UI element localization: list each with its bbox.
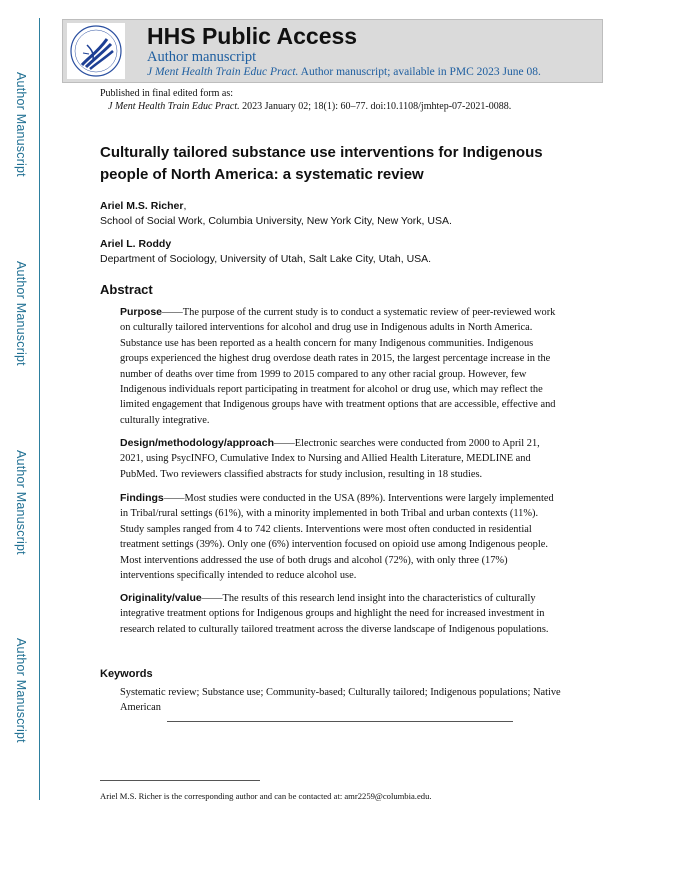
- abstract-section-purpose: Purpose——The purpose of the current study is to conduct a systematic review of peer-reviewed work on culturally tailored interventions for alcohol and drug use in Indigenous adults in North America. Substance use has been reported as a health concern for many Indigenous communities. Indigenous groups experienced the highest drug overdose death rates in 2015, the largest percentage increase in the number of deaths over time from 1999 to 2015 compared to any other racial group. However, few Indigenous individuals report participating in treatment for alcohol or drug use, which may reflect the limited engagement that Indigenous groups have with treatment options that are accessible, effective and culturally integrative.: [120, 306, 556, 426]
- section-divider: [167, 721, 513, 722]
- sidebar-rule: [39, 18, 40, 800]
- article-title: Culturally tailored substance use interventions for Indigenous people of North America: a systematic review: [100, 144, 543, 183]
- author-affiliation: School of Social Work, Columbia University, New York City, New York, USA.: [100, 215, 452, 227]
- abstract-section-findings: Findings——Most studies were conducted in the USA (89%). Interventions were largely implemented in Tribal/rural settings (61%), with a minority implemented in both Tribal and urban contexts (11%). Study samples ranged from 4 to 742 clients. Interventions were most often conducted in residential treatment settings (39%). Only one (6%) intervention focused on opioid use among Indigenous people. Most interventions addressed the use of both drugs and alcohol (72%), with only three (17%) interventions specifically intended to reduce alcohol use.: [120, 492, 554, 582]
- author-name: Ariel M.S. Richer,: [100, 200, 187, 212]
- abstract-section-originality: Originality/value——The results of this research lend insight into the characteristics of culturally integrative treatment options for Indigenous groups and highlight the need for increased investment in research related to culturally tailored treatment across the diverse landscape of Indigenous populations.: [120, 592, 549, 635]
- citation-text: 2023 January 02; 18(1): 60–77. doi:10.1108/jmhtep-07-2021-0088.: [239, 101, 512, 112]
- published-label: Published in final edited form as:: [100, 88, 234, 99]
- keywords-heading: Keywords: [100, 668, 153, 680]
- hhs-title: HHS Public Access: [147, 23, 358, 49]
- citation-line: [108, 101, 511, 112]
- hhs-eagle-logo-icon: [67, 23, 125, 79]
- author-name: Ariel L. Roddy: [100, 238, 172, 250]
- journal-name: J Ment Health Train Educ Pract.: [147, 66, 299, 78]
- abstract-section-design: Design/methodology/approach——Electronic searches were conducted from 2000 to April 21, 2021, using PsycINFO, Cumulative Index to Nursing and Allied Health Literature, MEDLINE and PubMed. Two reviewers classified abstracts for study inclusion, resulting in 18 studies.: [120, 437, 540, 480]
- author-affiliation: Department of Sociology, University of Utah, Salt Lake City, Utah, USA.: [100, 253, 432, 265]
- citation-journal: J Ment Health Train Educ Pract.: [108, 101, 240, 112]
- footnote-divider: [100, 780, 260, 781]
- corresponding-author-footnote: Ariel M.S. Richer is the corresponding author and can be contacted at: amr2259@columbia.edu.: [100, 791, 432, 801]
- author-manuscript-label: Author manuscript: [147, 49, 257, 65]
- availability-line: [147, 66, 541, 78]
- hhs-header: [62, 19, 603, 83]
- availability-text: Author manuscript; available in PMC 2023 June 08.: [298, 66, 541, 78]
- keywords-list: Systematic review; Substance use; Community-based; Culturally tailored; Indigenous populations; Native American: [120, 687, 561, 713]
- abstract-heading: Abstract: [100, 282, 153, 297]
